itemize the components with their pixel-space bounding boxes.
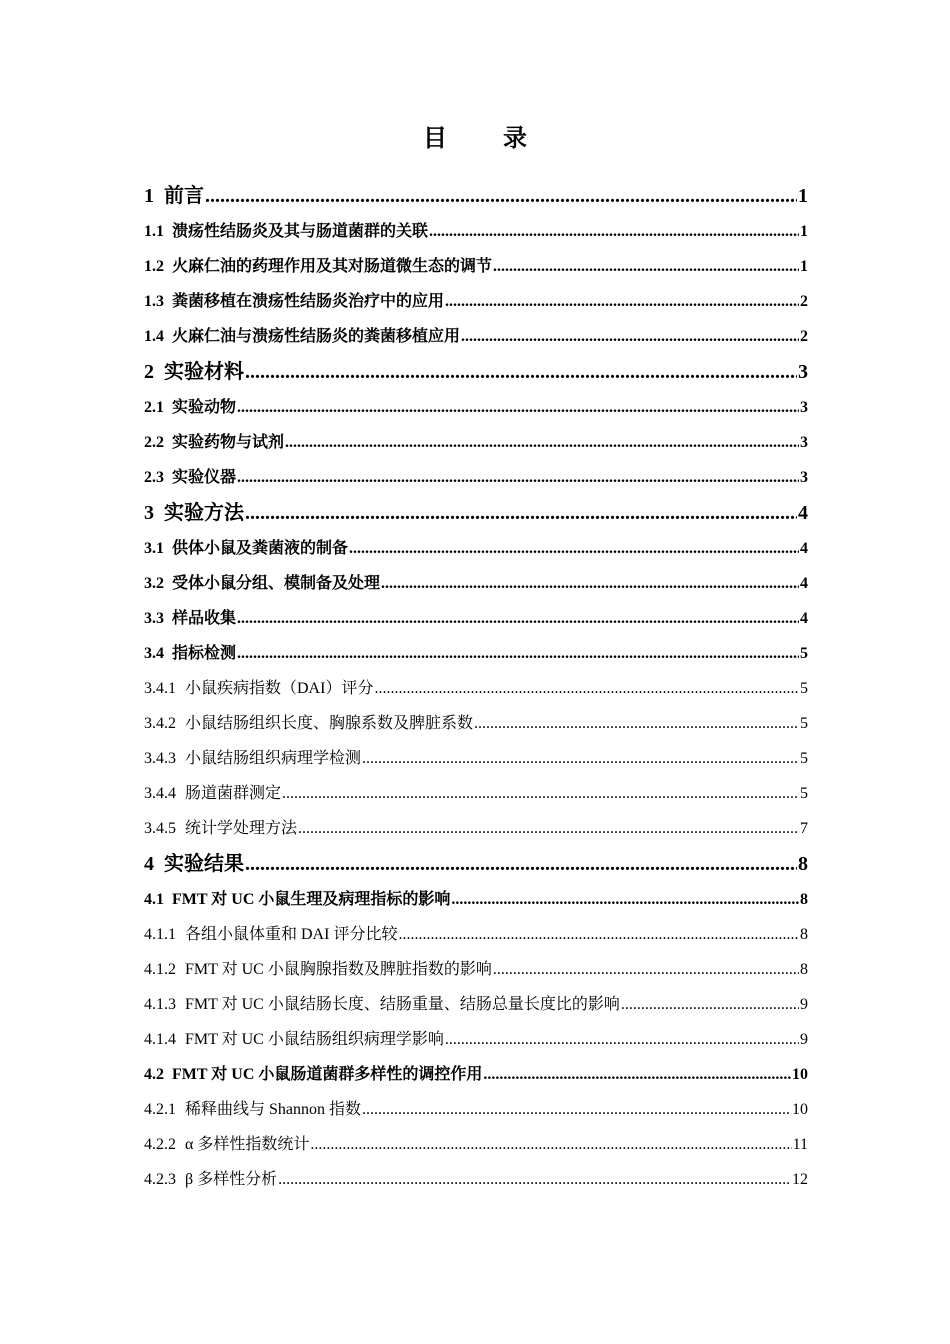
toc-entry-page-number: 1 xyxy=(800,258,808,275)
toc-entry-title: 实验药物与试剂 xyxy=(172,434,285,451)
toc-entry-page-number: 9 xyxy=(800,1031,808,1048)
toc-entry-title: 小鼠疾病指数（DAI）评分 xyxy=(185,680,374,697)
toc-leader-dots xyxy=(445,284,799,319)
toc-entry-page-number: 2 xyxy=(800,293,808,310)
toc-entry-level2[interactable] xyxy=(144,1057,808,1092)
toc-entry-number: 2 xyxy=(144,361,154,383)
toc-entry-number: 4.2.2 xyxy=(144,1136,176,1153)
toc-entry-number: 3.4.3 xyxy=(144,750,176,767)
toc-entry-page-number: 3 xyxy=(800,469,808,486)
toc-entry-title: 样品收集 xyxy=(172,610,237,627)
toc-entry-level3[interactable] xyxy=(144,741,808,776)
toc-entry-title: 实验材料 xyxy=(164,361,244,383)
toc-leader-dots xyxy=(245,354,797,390)
title-char-1: 目 xyxy=(423,126,447,152)
toc-entry-number: 4.2 xyxy=(144,1066,164,1083)
toc-entry-number: 4.1.2 xyxy=(144,961,176,978)
toc-leader-dots xyxy=(474,706,799,741)
toc-entry-number: 1 xyxy=(144,185,154,207)
toc-entry-title: 实验仪器 xyxy=(172,469,237,486)
toc-entry-title: α 多样性指数统计 xyxy=(185,1136,310,1153)
toc-entry-page-number: 1 xyxy=(800,223,808,240)
toc-entry-title: FMT 对 UC 小鼠胸腺指数及脾脏指数的影响 xyxy=(185,961,492,978)
toc-entry-level2[interactable] xyxy=(144,319,808,354)
toc-leader-dots xyxy=(461,319,799,354)
toc-entry-page-number: 8 xyxy=(800,891,808,908)
toc-entry-title: 火麻仁油与溃疡性结肠炎的粪菌移植应用 xyxy=(172,328,461,345)
toc-leader-dots xyxy=(298,811,799,846)
toc-entry-number: 3.3 xyxy=(144,610,164,627)
toc-leader-dots xyxy=(374,671,799,706)
toc-entry-title: 统计学处理方法 xyxy=(185,820,298,837)
toc-entry-number: 3.4.2 xyxy=(144,715,176,732)
toc-entry-number: 4.2.1 xyxy=(144,1101,176,1118)
toc-entry-level1[interactable] xyxy=(144,846,808,882)
toc-entry-title: 小鼠结肠组织长度、胸腺系数及脾脏系数 xyxy=(185,715,474,732)
toc-leader-dots xyxy=(237,636,799,671)
toc-entry-level2[interactable] xyxy=(144,601,808,636)
toc-leader-dots xyxy=(493,952,799,987)
toc-entry-level2[interactable] xyxy=(144,531,808,566)
toc-entry-number: 3.4 xyxy=(144,645,164,662)
toc-entry-page-number: 4 xyxy=(800,575,808,592)
toc-entry-title: 前言 xyxy=(164,185,204,207)
toc-leader-dots xyxy=(237,601,799,636)
toc-entry-level2[interactable] xyxy=(144,636,808,671)
toc-entry-page-number: 4 xyxy=(800,540,808,557)
toc-entry-number: 3 xyxy=(144,502,154,524)
toc-entry-number: 2.1 xyxy=(144,399,164,416)
toc-entry-level2[interactable] xyxy=(144,882,808,917)
toc-entry-number: 1.1 xyxy=(144,223,164,240)
toc-entry-page-number: 8 xyxy=(798,853,808,875)
toc-entry-page-number: 5 xyxy=(800,715,808,732)
toc-entry-title: FMT 对 UC 小鼠结肠组织病理学影响 xyxy=(185,1031,444,1048)
toc-leader-dots xyxy=(349,531,799,566)
toc-entry-number: 3.1 xyxy=(144,540,164,557)
toc-leader-dots xyxy=(445,1022,799,1057)
toc-leader-dots xyxy=(451,882,799,917)
toc-entry-level2[interactable] xyxy=(144,284,808,319)
toc-entry-page-number: 5 xyxy=(800,645,808,662)
toc-entry-number: 1.4 xyxy=(144,328,164,345)
toc-entry-number: 4.1 xyxy=(144,891,164,908)
toc-entry-level3[interactable] xyxy=(144,671,808,706)
toc-entry-level3[interactable] xyxy=(144,952,808,987)
toc-entry-title: 指标检测 xyxy=(172,645,237,662)
toc-entry-title: FMT 对 UC 小鼠结肠长度、结肠重量、结肠总量长度比的影响 xyxy=(185,996,620,1013)
toc-entry-level3[interactable] xyxy=(144,1162,808,1197)
table-of-contents xyxy=(144,178,808,1197)
toc-leader-dots xyxy=(362,1092,791,1127)
toc-entry-level3[interactable] xyxy=(144,1092,808,1127)
toc-entry-level3[interactable] xyxy=(144,811,808,846)
toc-entry-number: 4.2.3 xyxy=(144,1171,176,1188)
toc-entry-page-number: 2 xyxy=(800,328,808,345)
toc-entry-page-number: 5 xyxy=(800,750,808,767)
toc-entry-page-number: 5 xyxy=(800,680,808,697)
toc-entry-level3[interactable] xyxy=(144,1022,808,1057)
toc-leader-dots xyxy=(205,178,797,214)
toc-entry-page-number: 4 xyxy=(798,502,808,524)
toc-entry-page-number: 8 xyxy=(800,926,808,943)
toc-entry-title: 肠道菌群测定 xyxy=(185,785,282,802)
toc-entry-number: 2.3 xyxy=(144,469,164,486)
toc-entry-number: 4.1.1 xyxy=(144,926,176,943)
toc-leader-dots xyxy=(310,1127,791,1162)
toc-entry-page-number: 3 xyxy=(800,434,808,451)
toc-entry-title: 溃疡性结肠炎及其与肠道菌群的关联 xyxy=(172,223,429,240)
toc-entry-level2[interactable] xyxy=(144,566,808,601)
toc-entry-title: 各组小鼠体重和 DAI 评分比较 xyxy=(185,926,398,943)
toc-entry-level2[interactable] xyxy=(144,425,808,460)
toc-entry-number: 4.1.4 xyxy=(144,1031,176,1048)
toc-leader-dots xyxy=(429,214,799,249)
toc-entry-level3[interactable] xyxy=(144,917,808,952)
toc-leader-dots xyxy=(278,1162,791,1197)
toc-entry-level2[interactable] xyxy=(144,390,808,425)
toc-entry-page-number: 1 xyxy=(798,185,808,207)
page-title xyxy=(0,118,950,153)
toc-entry-title: 实验结果 xyxy=(164,853,244,875)
toc-entry-page-number: 3 xyxy=(798,361,808,383)
toc-entry-page-number: 10 xyxy=(792,1101,808,1118)
toc-leader-dots xyxy=(398,917,799,952)
toc-entry-page-number: 9 xyxy=(800,996,808,1013)
toc-leader-dots xyxy=(483,1057,791,1092)
toc-entry-level3[interactable] xyxy=(144,987,808,1022)
toc-entry-level1[interactable] xyxy=(144,178,808,214)
toc-entry-title: 实验方法 xyxy=(164,502,244,524)
toc-leader-dots xyxy=(245,495,797,531)
toc-entry-number: 2.2 xyxy=(144,434,164,451)
toc-entry-page-number: 12 xyxy=(792,1171,808,1188)
toc-entry-level3[interactable] xyxy=(144,776,808,811)
toc-entry-number: 1.2 xyxy=(144,258,164,275)
toc-entry-number: 4 xyxy=(144,853,154,875)
toc-entry-title: 稀释曲线与 Shannon 指数 xyxy=(185,1101,362,1118)
toc-entry-level3[interactable] xyxy=(144,706,808,741)
toc-leader-dots xyxy=(245,846,797,882)
toc-entry-title: 小鼠结肠组织病理学检测 xyxy=(185,750,362,767)
title-char-2: 录 xyxy=(503,126,527,152)
toc-entry-title: 火麻仁油的药理作用及其对肠道微生态的调节 xyxy=(172,258,493,275)
toc-entry-page-number: 8 xyxy=(800,961,808,978)
toc-leader-dots xyxy=(285,425,799,460)
toc-leader-dots xyxy=(381,566,799,601)
toc-entry-number: 3.4.4 xyxy=(144,785,176,802)
toc-entry-page-number: 10 xyxy=(792,1066,808,1083)
toc-entry-title: 粪菌移植在溃疡性结肠炎治疗中的应用 xyxy=(172,293,445,310)
toc-leader-dots xyxy=(493,249,799,284)
toc-entry-number: 3.4.1 xyxy=(144,680,176,697)
toc-entry-number: 3.2 xyxy=(144,575,164,592)
toc-leader-dots xyxy=(237,460,799,495)
toc-entry-title: β 多样性分析 xyxy=(185,1171,278,1188)
toc-entry-level2[interactable] xyxy=(144,460,808,495)
toc-entry-number: 4.1.3 xyxy=(144,996,176,1013)
toc-entry-number: 1.3 xyxy=(144,293,164,310)
toc-entry-title: FMT 对 UC 小鼠生理及病理指标的影响 xyxy=(172,891,451,908)
toc-leader-dots xyxy=(621,987,799,1022)
toc-entry-page-number: 11 xyxy=(792,1136,808,1153)
toc-leader-dots xyxy=(362,741,799,776)
toc-entry-level1[interactable] xyxy=(144,354,808,390)
toc-entry-level1[interactable] xyxy=(144,495,808,531)
toc-entry-title: FMT 对 UC 小鼠肠道菌群多样性的调控作用 xyxy=(172,1066,483,1083)
toc-entry-page-number: 3 xyxy=(800,399,808,416)
toc-entry-title: 供体小鼠及粪菌液的制备 xyxy=(172,540,349,557)
toc-leader-dots xyxy=(282,776,799,811)
toc-entry-number: 3.4.5 xyxy=(144,820,176,837)
toc-entry-page-number: 5 xyxy=(800,785,808,802)
toc-entry-title: 受体小鼠分组、模制备及处理 xyxy=(172,575,381,592)
toc-entry-level2[interactable] xyxy=(144,214,808,249)
toc-entry-level3[interactable] xyxy=(144,1127,808,1162)
toc-entry-title: 实验动物 xyxy=(172,399,237,416)
toc-entry-page-number: 7 xyxy=(800,820,808,837)
toc-entry-page-number: 4 xyxy=(800,610,808,627)
toc-entry-level2[interactable] xyxy=(144,249,808,284)
toc-leader-dots xyxy=(237,390,799,425)
